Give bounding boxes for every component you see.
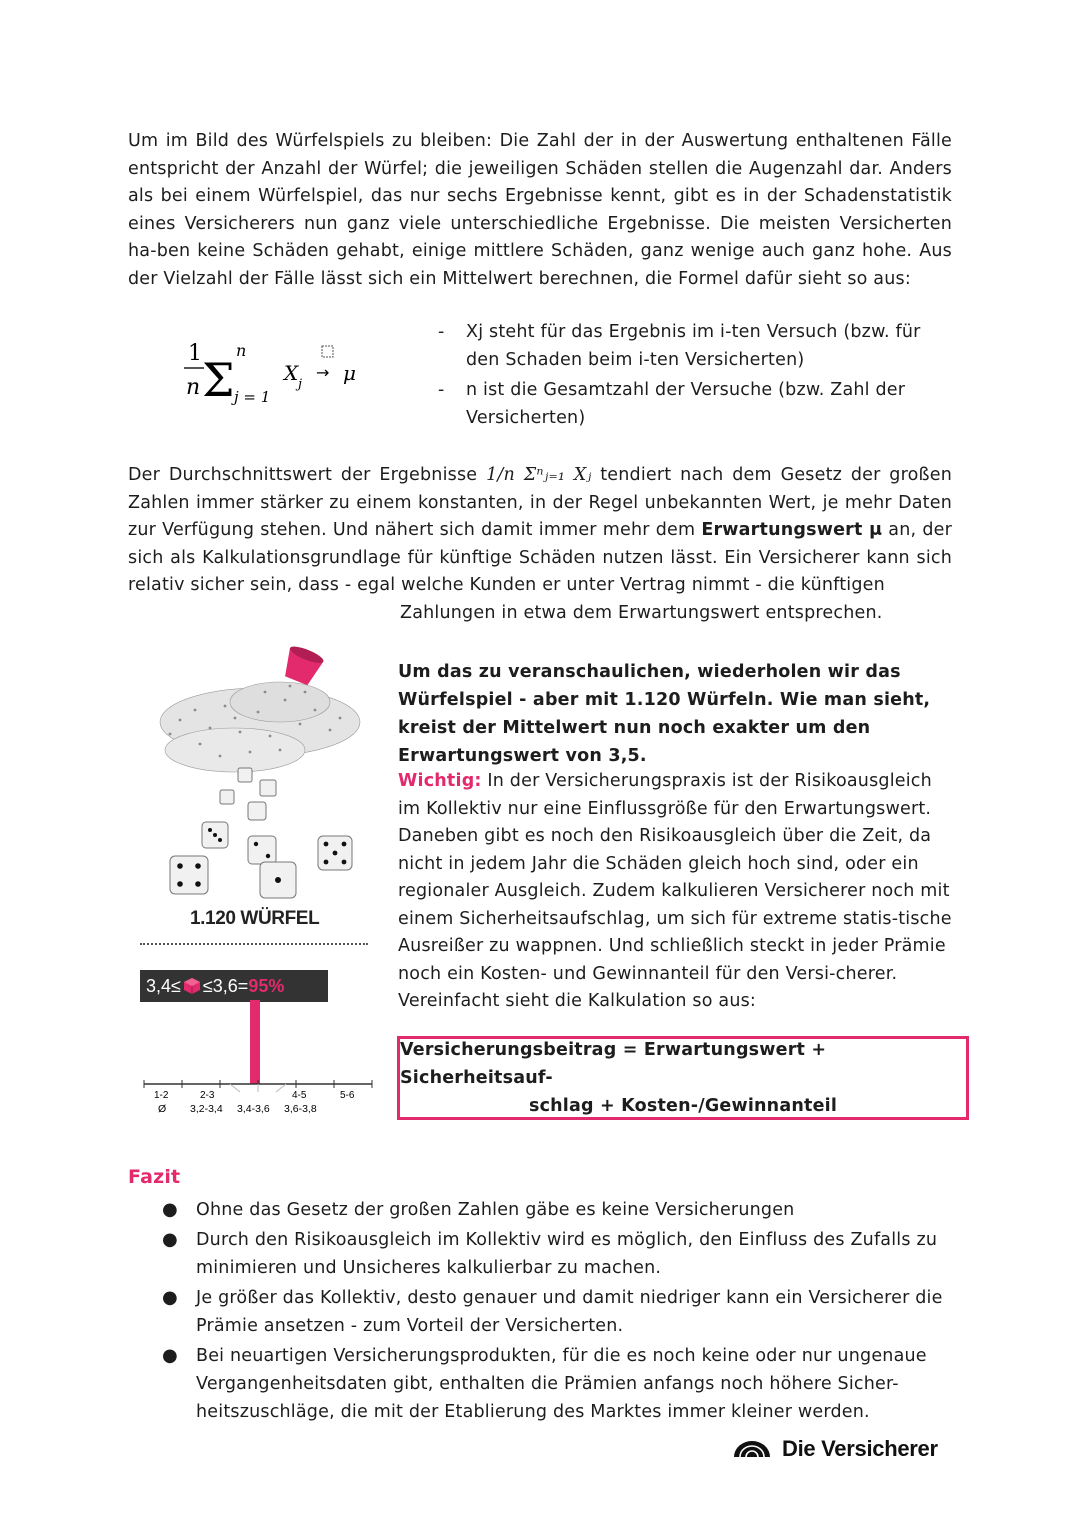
- range-markers: [230, 1084, 286, 1092]
- list-item: [160, 1284, 950, 1340]
- umbrella-logo-icon: [732, 1439, 772, 1459]
- avg-last-line: Zahlungen in etwa dem Erwartungswert entsprechen.: [400, 602, 883, 623]
- dotted-divider: [140, 943, 368, 945]
- falling-dice: [170, 768, 352, 898]
- frac-den: n: [186, 375, 201, 400]
- dice-caption: 1.120 WÜRFEL: [190, 908, 320, 929]
- range-label: 3,6-3,8: [284, 1103, 317, 1115]
- important-text: In der Versicherungspraxis ist der Risikoausgleich im Kollektiv nur eine Einflussgröße für den Erwartungswert. Daneben gibt es noch den Risikoausgleich über die Zeit, da nicht in jedem Jahr die Schäden gleich hoch sind, oder ein regionaler Ausgleich. Zudem kalkulieren Versicherer noch mit einem Sicherheitsaufschlag, um sich für extreme statis-tische Ausreißer zu wappnen. Und schließlich steckt in jeder Prämie noch ein Kosten- und Gewinnanteil für den Versi-cherer. Vereinfacht sieht die Kalkulation so aus:: [398, 771, 952, 1011]
- definition-item: [438, 318, 958, 374]
- definition-text: n ist die Gesamtzahl der Versuche (bzw. Zahl der Versicherten): [466, 380, 906, 428]
- badge-left: 3,4≤: [146, 975, 181, 996]
- bullet-icon: ●: [162, 1199, 178, 1220]
- avg-prefix: Der Durchschnittswert der Ergebnisse: [128, 465, 478, 485]
- range-label: 3,4-3,6: [237, 1103, 270, 1115]
- range-label: 3,2-3,4: [190, 1103, 223, 1115]
- range-label: Ø: [158, 1103, 167, 1115]
- list-item: [160, 1196, 950, 1224]
- bullet-icon: ●: [162, 1287, 178, 1308]
- tick-label: 1-2: [154, 1090, 169, 1101]
- average-text: [128, 462, 952, 600]
- important-paragraph: [398, 768, 958, 1016]
- var-sub: j: [298, 377, 303, 392]
- badge-percent: 95%: [248, 975, 285, 996]
- avg-expectation-bold: Erwartungswert μ: [701, 520, 883, 540]
- dice-cup-icon: [280, 643, 326, 687]
- sum-lower: j = 1: [234, 388, 271, 406]
- var-x: X: [284, 361, 299, 385]
- list-item-text: Durch den Risikoausgleich im Kollektiv wird es möglich, den Einfluss des Zufalls zu minimieren und Unsicheres kalkulierbar zu machen.: [196, 1230, 938, 1278]
- distribution-axis: [140, 1000, 380, 1120]
- badge-mid: ≤3,6=: [202, 975, 249, 996]
- calculation-formula-box: [397, 1036, 969, 1120]
- avg-middle: tendiert nach dem Gesetz der großen Zahlen immer stärker zu einem konstanten, in der Regel unbekannten Wert, je mehr Daten zur Verfügung stehen. Und nähert sich damit immer mehr dem: [128, 465, 953, 540]
- bullet-icon: ●: [162, 1345, 178, 1366]
- dice-cloud: [160, 682, 360, 772]
- dash: -: [438, 322, 445, 342]
- mean-formula-graphic: [180, 330, 380, 410]
- important-label: Wichtig:: [398, 771, 482, 791]
- tick-label: 4-5: [292, 1090, 307, 1101]
- limit-mu: μ: [343, 361, 356, 385]
- definition-text: Xj steht für das Ergebnis im i-ten Versuch (bzw. für den Schaden beim i-ten Versicherten): [466, 322, 921, 370]
- highlight-paragraph: Um das zu veranschaulichen, wiederholen wir das Würfelspiel - aber mit 1.120 Würfeln. Wie man sieht, kreist der Mittelwert nun noch exakter um den Erwartungswert von 3,5.: [398, 662, 931, 766]
- fazit-heading: Fazit: [128, 1166, 181, 1188]
- distribution-bar: [250, 1000, 260, 1084]
- avg-rest: an, der sich als Kalkulationsgrundlage für künftige Schäden nutzen lässt. Ein Versicherer kann sich relativ sicher sein, dass - egal welche Kunden er unter Vertrag nimmt - die künftigen: [128, 520, 953, 595]
- fazit-list: [160, 1196, 950, 1428]
- tick-label: 2-3: [200, 1090, 215, 1101]
- intro-paragraph: Um im Bild des Würfelspiels zu bleiben: Die Zahl der in der Auswertung enthaltenen Fälle entspricht der Anzahl der Würfel; die jeweiligen Schäden stellen die Augenzahl dar. Anders als bei einem Würfelspiel, das nur sechs Ergebnisse kennt, gibt es in der Schadenstatistik eines Versicherers nun ganz viele unterschiedliche Ergebnisse. Die meisten Versicherten ha-ben keine Schäden gehabt, einige mittlere Schäden, ganz wenige auch ganz hohe. Aus der Vielzahl der Fälle lässt sich ein Mittelwert berechnen, die Formel dafür sieht so aus:: [128, 131, 952, 289]
- list-item-text: Je größer das Kollektiv, desto genauer und damit niedriger kann ein Versicherer die Prämie ansetzen - zum Vorteil der Versicherten.: [196, 1288, 943, 1336]
- sigma-symbol: Σ: [202, 353, 235, 407]
- definition-item: [438, 376, 958, 432]
- formula-definitions: [438, 318, 958, 432]
- probability-badge: [140, 970, 328, 1002]
- dice-figure: [140, 640, 380, 940]
- list-item-text: Ohne das Gesetz der großen Zahlen gäbe es keine Versicherungen: [196, 1200, 795, 1220]
- list-item: [160, 1226, 950, 1282]
- mean-formula: [180, 330, 380, 410]
- calc-line-2: schlag + Kosten-/Gewinnanteil: [528, 1096, 838, 1116]
- average-paragraph: [128, 462, 952, 627]
- dice-pile-illustration: [140, 640, 380, 900]
- placeholder-box-icon: [322, 346, 333, 357]
- dice-cube-icon: [183, 977, 201, 995]
- frac-num: 1: [188, 341, 202, 366]
- dash: -: [438, 380, 445, 400]
- sum-upper: n: [236, 341, 247, 360]
- list-item-text: Bei neuartigen Versicherungsprodukten, für die es noch keine oder nur ungenaue Vergangenheitsdaten gibt, enthalten die Prämien anfangs noch höhere Sicher-heitszuschläge, die mit der Etablierung des Marktes immer kleiner werden.: [196, 1346, 927, 1422]
- calc-line-1: Versicherungsbeitrag = Erwartungswert + Sicherheitsauf-: [400, 1040, 827, 1088]
- brand-logo: [732, 1436, 938, 1462]
- avg-inline-formula: 1/n Σⁿⱼ₌₁ Xⱼ: [486, 465, 592, 485]
- list-item: [160, 1342, 950, 1426]
- tick-label: 5-6: [340, 1090, 355, 1101]
- arrow: →: [316, 363, 330, 382]
- logo-text: Die Versicherer: [782, 1436, 938, 1461]
- bullet-icon: ●: [162, 1229, 178, 1250]
